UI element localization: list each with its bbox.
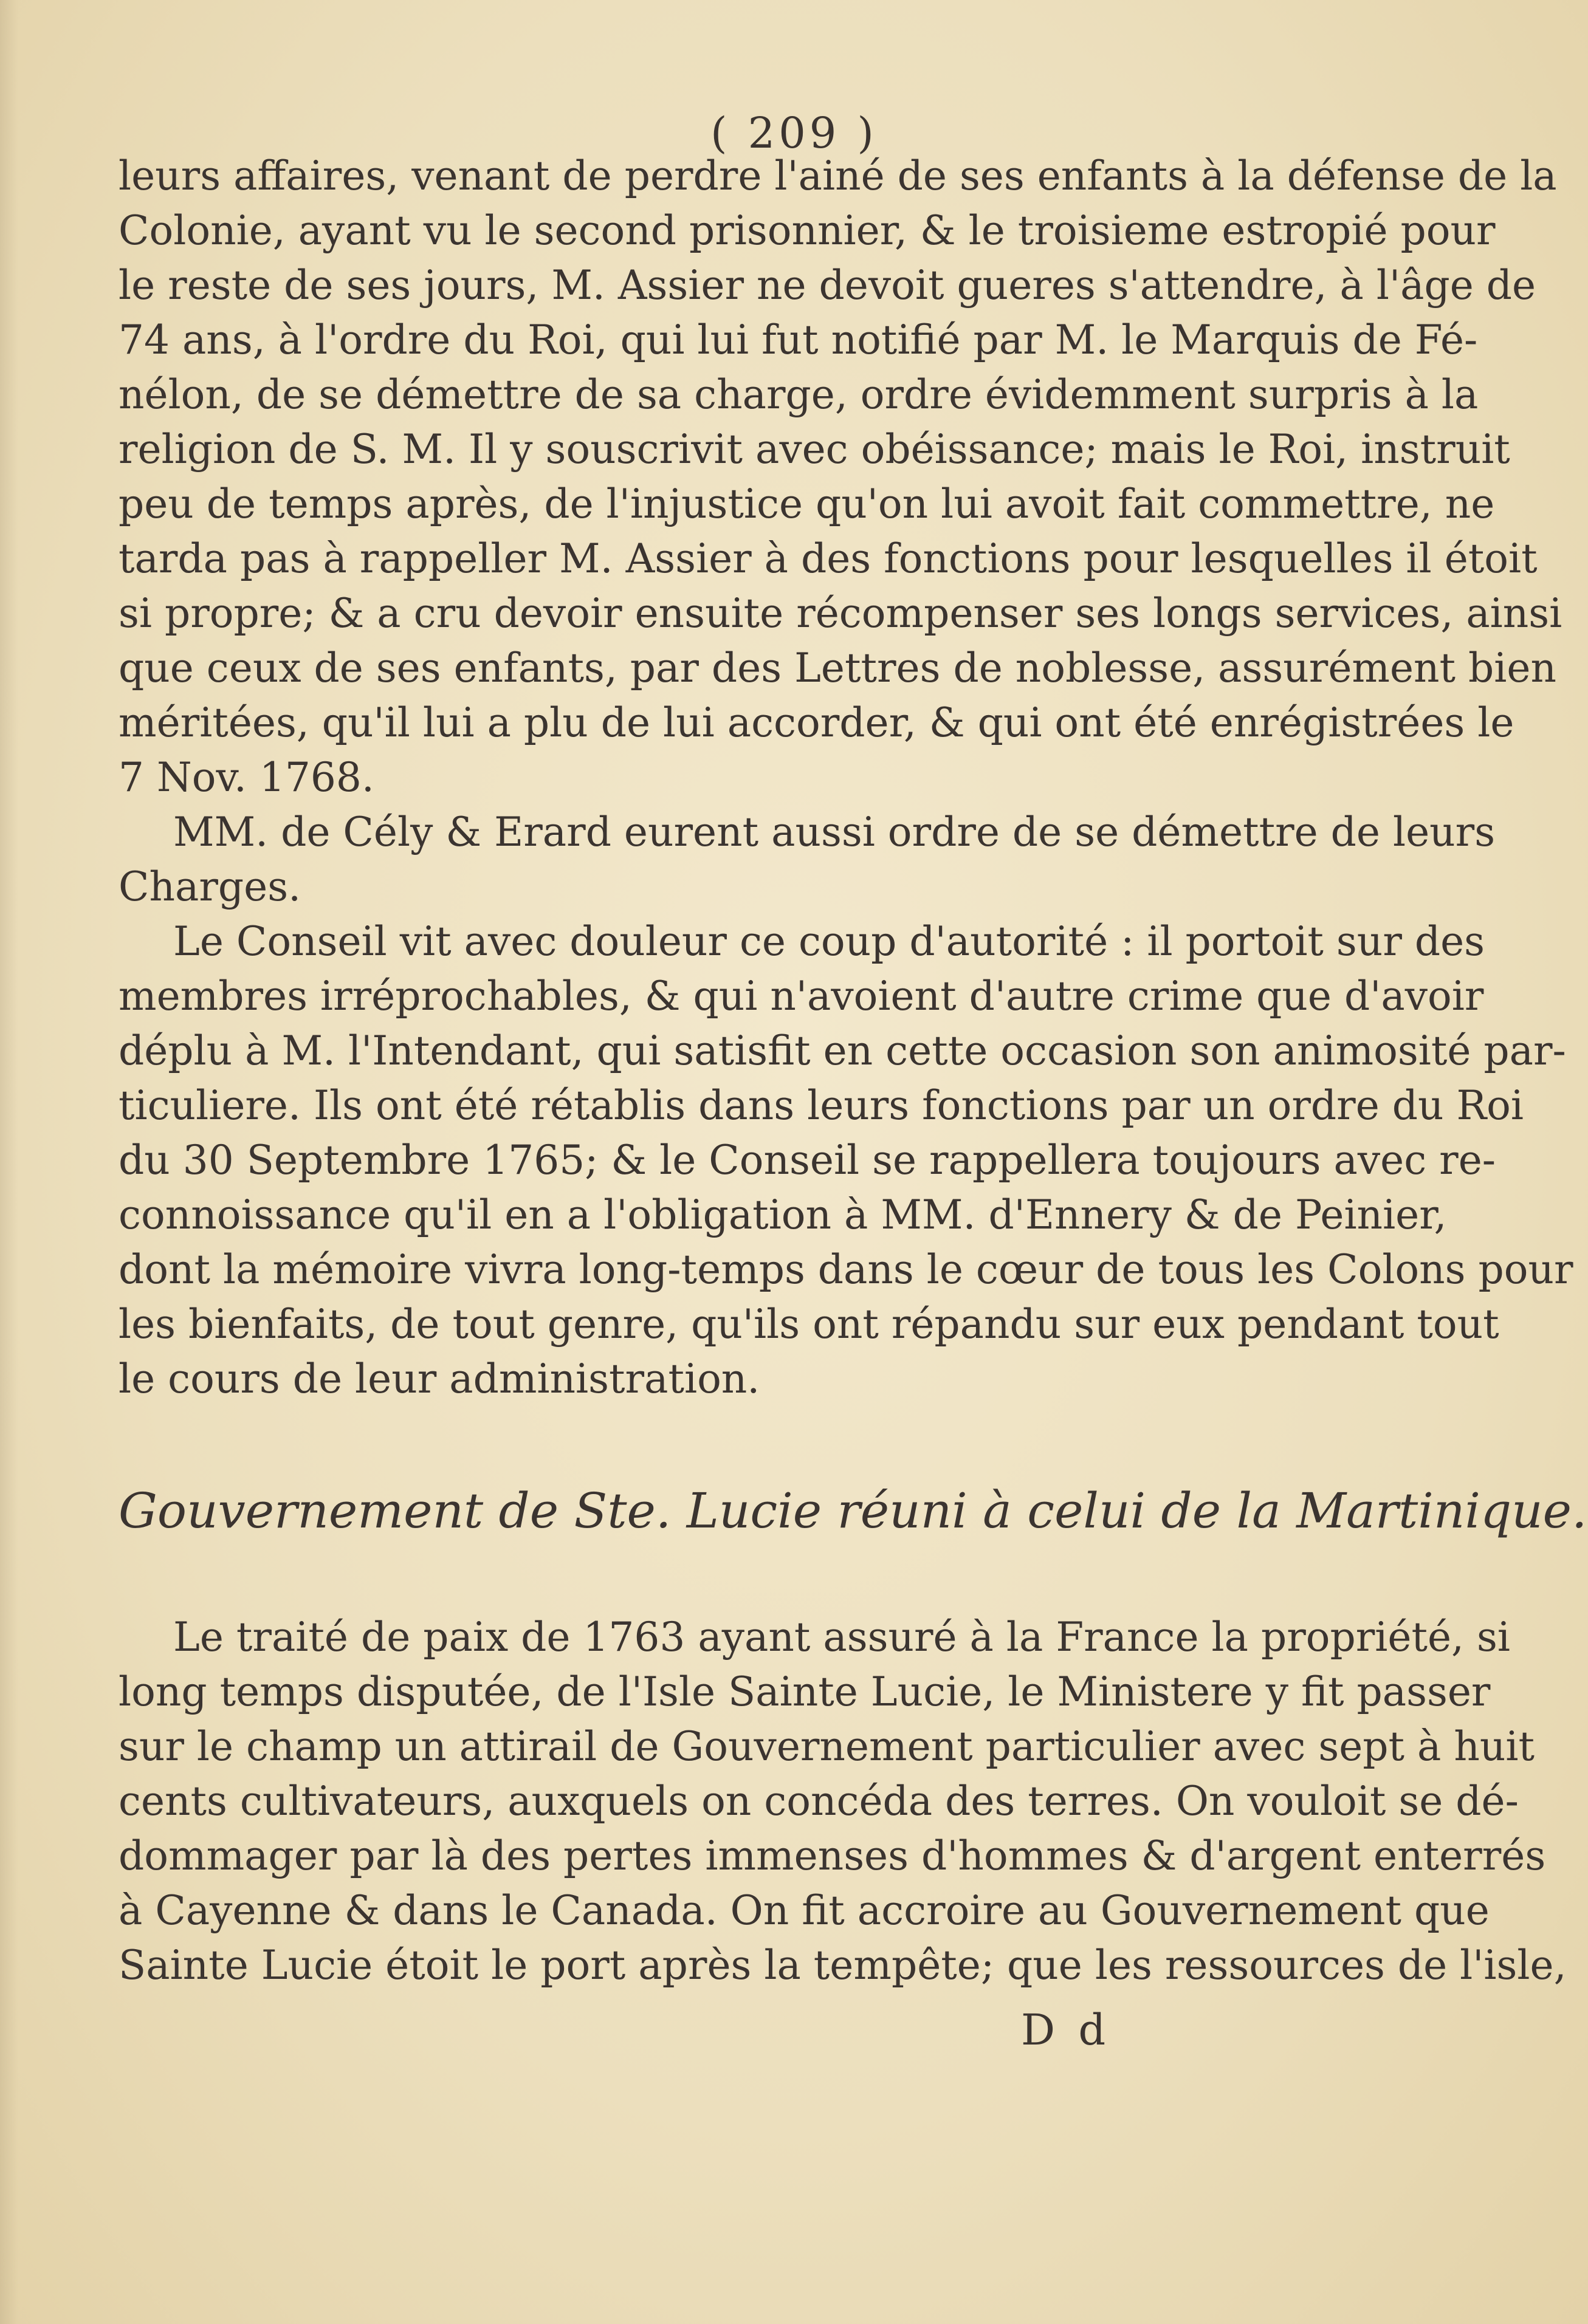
paragraph-sainte-lucie: [119, 1610, 1567, 1993]
text-line: long temps disputée, de l'Isle Sainte Lucie, le Ministere y fit passer: [119, 1668, 1491, 1715]
text-line: tarda pas à rappeller M. Assier à des fonctions pour lesquelles il étoit: [119, 535, 1538, 582]
text-line: Sainte Lucie étoit le port après la tempête; que les ressources de l'isle,: [119, 1942, 1567, 1989]
text-line: Colonie, ayant vu le second prisonnier, & le troisieme estropié pour: [119, 207, 1496, 254]
text-line: dommager par là des pertes immenses d'hommes & d'argent enterrés: [119, 1832, 1546, 1879]
text-line: du 30 Septembre 1765; & le Conseil se rappellera toujours avec re-: [119, 1137, 1496, 1184]
text-line: le reste de ses jours, M. Assier ne devoit gueres s'attendre, à l'âge de: [119, 262, 1536, 309]
text-line: à Cayenne & dans le Canada. On fit accroire au Gouvernement que: [119, 1887, 1490, 1934]
text-line: sur le champ un attirail de Gouvernement particulier avec sept à huit: [119, 1723, 1535, 1770]
text-line: MM. de Cély & Erard eurent aussi ordre de se démettre de leurs: [173, 809, 1496, 855]
text-line: dont la mémoire vivra long-temps dans le cœur de tous les Colons pour: [119, 1246, 1573, 1293]
text-line: que ceux de ses enfants, par des Lettres de noblesse, assurément bien: [119, 645, 1556, 691]
text-line: si propre; & a cru devoir ensuite récompenser ses longs services, ainsi: [119, 590, 1562, 637]
text-line: ticuliere. Ils ont été rétablis dans leurs fonctions par un ordre du Roi: [119, 1082, 1524, 1129]
text-line: membres irréprochables, & qui n'avoient d'autre crime que d'avoir: [119, 973, 1484, 1020]
page-number: ( 209 ): [710, 108, 878, 158]
text-line: méritées, qu'il lui a plu de lui accorder, & qui ont été enrégistrées le: [119, 699, 1514, 746]
paragraph-cely-erard: [119, 805, 1496, 914]
text-line: leurs affaires, venant de perdre l'ainé de ses enfants à la défense de la: [119, 153, 1557, 199]
text-line: Le traité de paix de 1763 ayant assuré à la France la propriété, si: [173, 1614, 1510, 1661]
section-heading: Gouvernement de Ste. Lucie réuni à celui de la Martinique.: [119, 1482, 1587, 1539]
text-line: déplu à M. l'Intendant, qui satisfit en cette occasion son animosité par-: [119, 1027, 1566, 1074]
text-line: cents cultivateurs, auxquels on concéda des terres. On vouloit se dé-: [119, 1778, 1519, 1825]
text-line: Charges.: [119, 863, 301, 910]
text-line: peu de temps après, de l'injustice qu'on lui avoit fait commettre, ne: [119, 481, 1495, 527]
text-line: 74 ans, à l'ordre du Roi, qui lui fut notifié par M. le Marquis de Fé-: [119, 317, 1478, 363]
text-line: Le Conseil vit avec douleur ce coup d'autorité : il portoit sur des: [173, 918, 1485, 965]
paragraph-assier: [119, 149, 1562, 805]
text-line: connoissance qu'il en a l'obligation à MM. d'Ennery & de Peinier,: [119, 1191, 1447, 1238]
text-line: nélon, de se démettre de sa charge, ordre évidemment surpris à la: [119, 371, 1479, 418]
text-line: religion de S. M. Il y souscrivit avec obéissance; mais le Roi, instruit: [119, 426, 1510, 473]
text-line: les bienfaits, de tout genre, qu'ils ont répandu sur eux pendant tout: [119, 1301, 1499, 1348]
paragraph-conseil: [119, 914, 1573, 1407]
signature-mark: D d: [1021, 2005, 1111, 2055]
page-gutter-shadow: [0, 0, 18, 2324]
text-line: le cours de leur administration.: [119, 1356, 760, 1402]
text-line: 7 Nov. 1768.: [119, 754, 374, 801]
